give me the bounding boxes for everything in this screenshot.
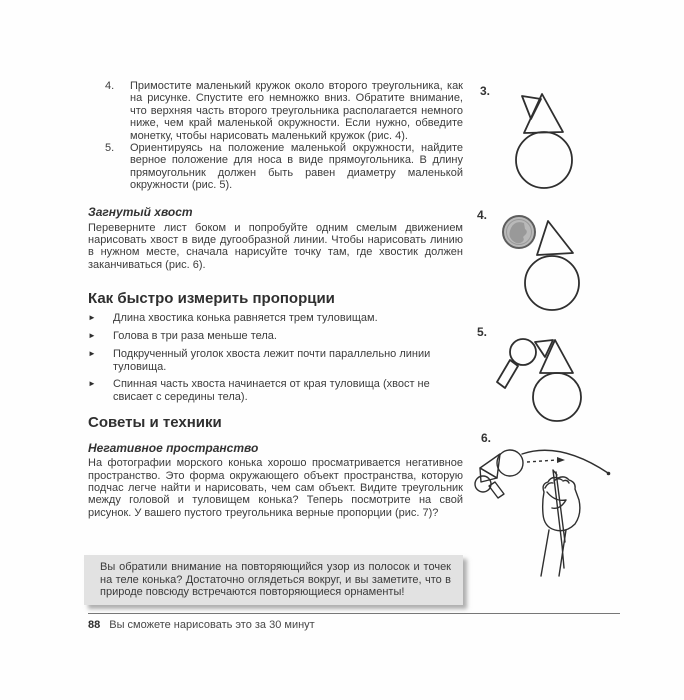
- list-item: ► Спинная часть хвоста начинается от края туловища (хвост не свисает с середины тела).: [88, 378, 430, 403]
- step-item-4: [88, 80, 463, 142]
- large-triangle-shape: [524, 94, 563, 133]
- curved-tail-paragraph: Переверните лист боком и попробуйте одним смелым движением нарисовать хвост в виде дугообразной линии. Чтобы нарисовать линию в нужном месте, сначала нарисуйте точку там, где хвостик должен заканчиваться (рис. 6).: [88, 221, 463, 271]
- step-item-5: [88, 142, 463, 192]
- head-circle-shape: [510, 339, 536, 365]
- body-circle-shape: [497, 450, 523, 476]
- heading-curved-tail: Загнутый хвост: [88, 204, 193, 219]
- wrist-lines: [541, 530, 566, 576]
- footer-rule: [88, 613, 620, 614]
- bullet-triangle-icon: ►: [88, 313, 96, 323]
- heading-negative-space: Негативное пространство: [88, 441, 259, 456]
- figure-3-drawing: [496, 86, 584, 198]
- body-circle-shape: [516, 132, 572, 188]
- pattern-callout-box: Вы обратили внимание на повторяющийся узор из полосок и точек на теле конька? Достаточно оглядеться вокруг, и вы заметите, что в природе повсюду встречаются повторяющиеся орнаменты!: [84, 555, 463, 605]
- step-number: 4.: [105, 80, 115, 92]
- figure-3-label: 3.: [480, 84, 491, 98]
- nose-rectangle-shape: [497, 360, 518, 388]
- bullet-triangle-icon: ►: [88, 331, 96, 341]
- heading-tips-techniques: Советы и техники: [88, 414, 222, 432]
- large-triangle-shape: [537, 221, 573, 255]
- list-item: ► Голова в три раза меньше тела.: [88, 330, 277, 343]
- step-number: 5.: [105, 142, 115, 155]
- bullet-triangle-icon: ►: [88, 379, 96, 389]
- figure-5-label: 5.: [477, 325, 488, 339]
- list-item: ► Подкрученный уголок хвоста лежит почти параллельно линии туловища.: [88, 348, 431, 373]
- numbered-steps-list: [88, 80, 463, 192]
- heading-measure-proportions: Как быстро измерить пропорции: [88, 290, 335, 308]
- end-point-dot: [607, 472, 611, 476]
- figure-6-drawing: [465, 440, 623, 578]
- proportions-bullet-list: [88, 312, 463, 403]
- negative-space-paragraph: На фотографии морского конька хорошо просматривается негативное пространство. Это форма окружающего объект пространства, которую подчас легче найти и нарисовать, чем сам объект. Видите треугольник между головой и туловищем конька? Теперь посмотрите на свой рисунок. У вашего пустого треугольника верные пропорции (рис. 7)?: [88, 457, 463, 519]
- page-number: 88: [88, 619, 101, 631]
- step-text: Ориентируясь на положение маленькой окружности, найдите верное положение для носа в виде прямоугольника. В длину прямоугольник должен быть равен диаметру маленькой окружности (рис. 5).: [130, 142, 463, 192]
- figure-4-label: 4.: [477, 208, 488, 222]
- arrowhead-icon: [557, 457, 565, 463]
- text-column: [88, 80, 463, 605]
- nose-rectangle-shape: [489, 482, 504, 498]
- small-triangle-shape: [480, 468, 497, 482]
- dashed-motion-line: [527, 460, 557, 462]
- step-text: Примостите маленький кружок около второго треугольника, как на рисунке. Спустите его немножко вниз. Обратите внимание, что верхняя часть второго треугольника располагается немного ниже, чем край маленькой окружности. Если нужно, обведите монетку, чтобы нарисовать маленький кружок (рис. 4).: [130, 80, 463, 142]
- head-circle-shape: [475, 476, 491, 492]
- figure-4-drawing: [495, 213, 590, 319]
- figure-5-drawing: [494, 330, 586, 428]
- fist-outline: [543, 477, 580, 531]
- bullet-triangle-icon: ►: [88, 349, 96, 359]
- body-circle-shape: [525, 256, 579, 310]
- figure-6-label: 6.: [481, 431, 492, 445]
- body-circle-shape: [533, 373, 581, 421]
- list-item: ► Длина хвостика конька равняется трем туловищам.: [88, 312, 378, 325]
- page-footer: [88, 619, 315, 631]
- book-title: Вы сможете нарисовать это за 30 минут: [109, 619, 315, 631]
